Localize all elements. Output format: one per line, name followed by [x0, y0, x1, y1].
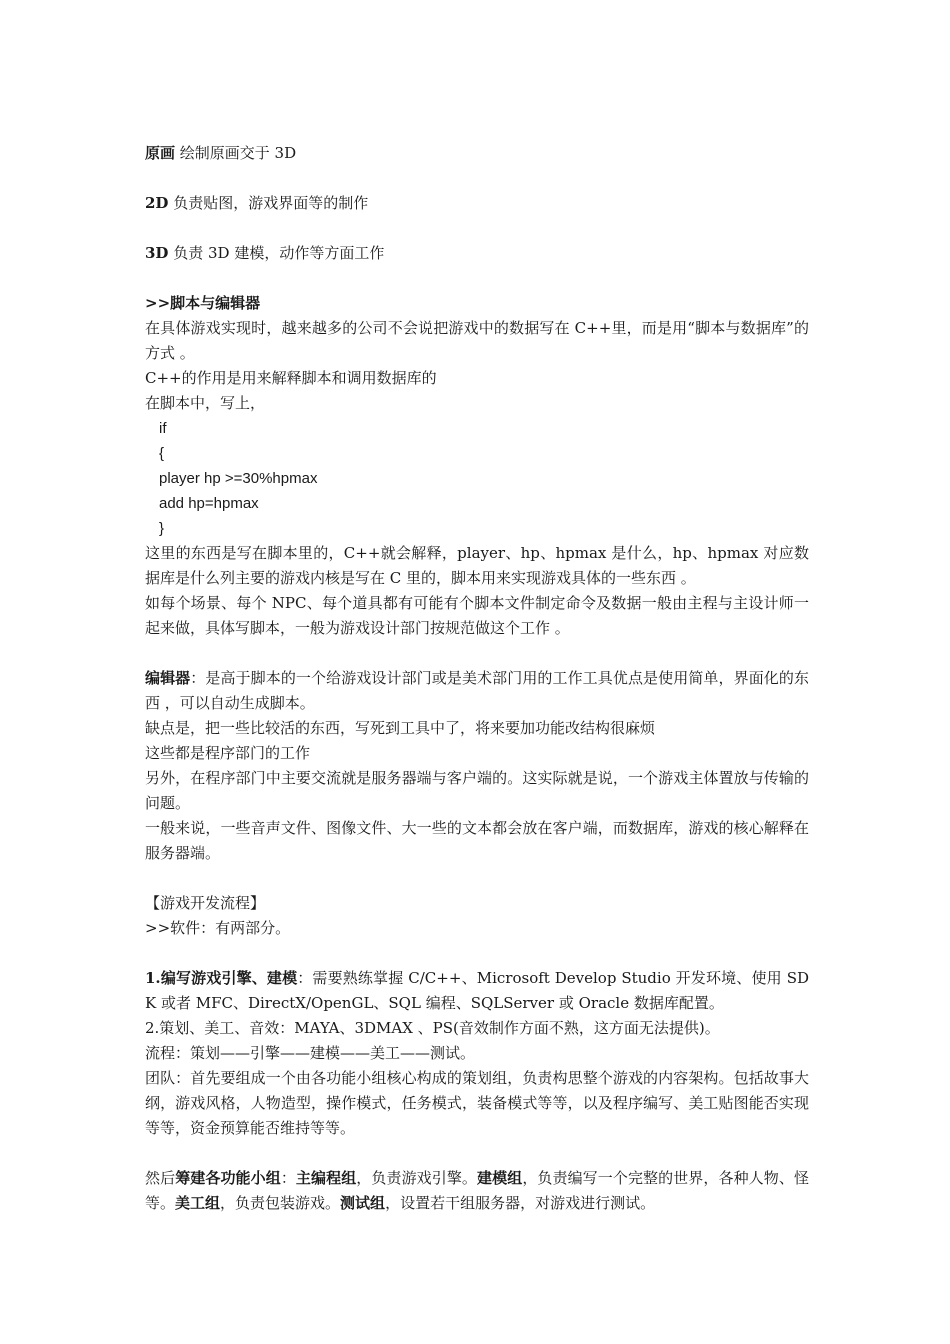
code-line: add hp=hpmax — [159, 495, 259, 512]
code-line: if — [159, 420, 167, 437]
term-main-programming-group: 主编程组 — [295, 1169, 357, 1187]
spacer — [145, 266, 809, 291]
paragraph-concept-art — [145, 141, 809, 166]
term-art-group: 美工组 — [175, 1194, 221, 1212]
paragraph-editor — [145, 666, 809, 716]
paragraph-cpp-role: C++的作用是用来解释脚本和调用数据库的 — [145, 369, 437, 387]
paragraph-editor-cons: 缺点是，把一些比较活的东西，写死到工具中了，将来要加功能改结构很麻烦 — [145, 719, 656, 737]
code-line: { — [159, 445, 165, 462]
term-engine-modeling: 1.编写游戏引擎、建模 — [145, 969, 298, 987]
paragraph-planning-art-sound: 2.策划、美工、音效：MAYA、3DMAX 、PS(音效制作方面不熟，这方面无法提供)。 — [145, 1019, 720, 1037]
paragraph-script-intro: 在具体游戏实现时，越来越多的公司不会说把游戏中的数据写在 C++里，而是用“脚本与数据库”的方式 。 — [145, 319, 809, 362]
code-line: player hp >=30%hpmax — [159, 470, 318, 487]
document-page — [145, 141, 809, 1216]
paragraph-file-placement: 一般来说，一些音声文件、图像文件、大一些的文本都会放在客户端，而数据库，游戏的核心解释在服务器端。 — [145, 819, 809, 862]
paragraph-function-groups — [145, 1166, 809, 1216]
paragraph-in-script: 在脚本中，写上， — [145, 394, 266, 412]
spacer — [145, 216, 809, 241]
paragraph-team: 团队：首先要组成一个由各功能小组核心构成的策划组，负责构思整个游戏的内容架构。包括故事大纲，游戏风格，人物造型，操作模式，任务模式，装备模式等等，以及程序编写、美工贴图能否实现等等，资金预算能否维持等等。 — [145, 1069, 809, 1137]
paragraph-server-client: 另外，在程序部门中主要交流就是服务器端与客户端的。这实际就是说，一个游戏主体置放与传输的问题。 — [145, 769, 809, 812]
paragraph-software-two-parts: >>软件：有两部分。 — [145, 919, 291, 937]
text-fragment: ，负责编写一个完整的世界，各种人物、怪等。 — [145, 1169, 809, 1212]
term-testing-group: 测试组 — [340, 1194, 386, 1212]
section-heading-script-editor: >>脚本与编辑器 — [145, 294, 261, 312]
desc-editor: ：是高于脚本的一个给游戏设计部门或是美术部门用的工作工具优点是使用简单，界面化的东西 ，可以自动生成脚本。 — [145, 669, 809, 712]
spacer — [145, 866, 809, 891]
term-2d: 2D — [145, 194, 169, 212]
paragraph-program-dept: 这些都是程序部门的工作 — [145, 744, 311, 762]
text-fragment: 然后 — [145, 1169, 176, 1187]
text-fragment: ： — [280, 1169, 296, 1187]
term-function-groups: 筹建各功能小组 — [175, 1169, 281, 1187]
desc-concept-art: 绘制原画交于 3D — [175, 144, 297, 162]
paragraph-script-explanation: 这里的东西是写在脚本里的，C++就会解释，player、hp、hpmax 是什么，hp、hpmax 对应数据库是什么列主要的游戏内核是写在 C 里的，脚本用来实现游戏具体的一些东西 。 — [145, 544, 809, 587]
term-editor: 编辑器 — [145, 669, 191, 687]
section-heading-dev-process: 【游戏开发流程】 — [145, 894, 266, 912]
paragraph-3d — [145, 241, 809, 266]
paragraph-engine-modeling — [145, 966, 809, 1016]
paragraph-workflow: 流程：策划——引擎——建模——美工——测试。 — [145, 1044, 476, 1062]
desc-2d: 负责贴图，游戏界面等的制作 — [168, 194, 369, 212]
term-3d: 3D — [145, 244, 169, 262]
text-fragment: ，负责游戏引擎。 — [356, 1169, 478, 1187]
spacer — [145, 941, 809, 966]
text-fragment: ，负责包装游戏。 — [220, 1194, 341, 1212]
spacer — [145, 641, 809, 666]
code-line: } — [159, 520, 165, 537]
spacer — [145, 166, 809, 191]
desc-engine-modeling: ：需要熟练掌握 C/C++、Microsoft Develop Studio 开发环境、使用 SDK 或者 MFC、DirectX/OpenGL、SQL 编程、SQLServer 或 Oracle 数据库配置。 — [145, 969, 809, 1012]
paragraph-script-scope: 如每个场景、每个 NPC、每个道具都有可能有个脚本文件制定命令及数据一般由主程与主设计师一起来做，具体写脚本，一般为游戏设计部门按规范做这个工作 。 — [145, 594, 809, 637]
desc-3d: 负责 3D 建模，动作等方面工作 — [168, 244, 385, 262]
paragraph-2d — [145, 191, 809, 216]
text-fragment: ，设置若干组服务器，对游戏进行测试。 — [385, 1194, 656, 1212]
term-concept-art: 原画 — [145, 144, 176, 162]
spacer — [145, 1141, 809, 1166]
term-modeling-group: 建模组 — [477, 1169, 523, 1187]
